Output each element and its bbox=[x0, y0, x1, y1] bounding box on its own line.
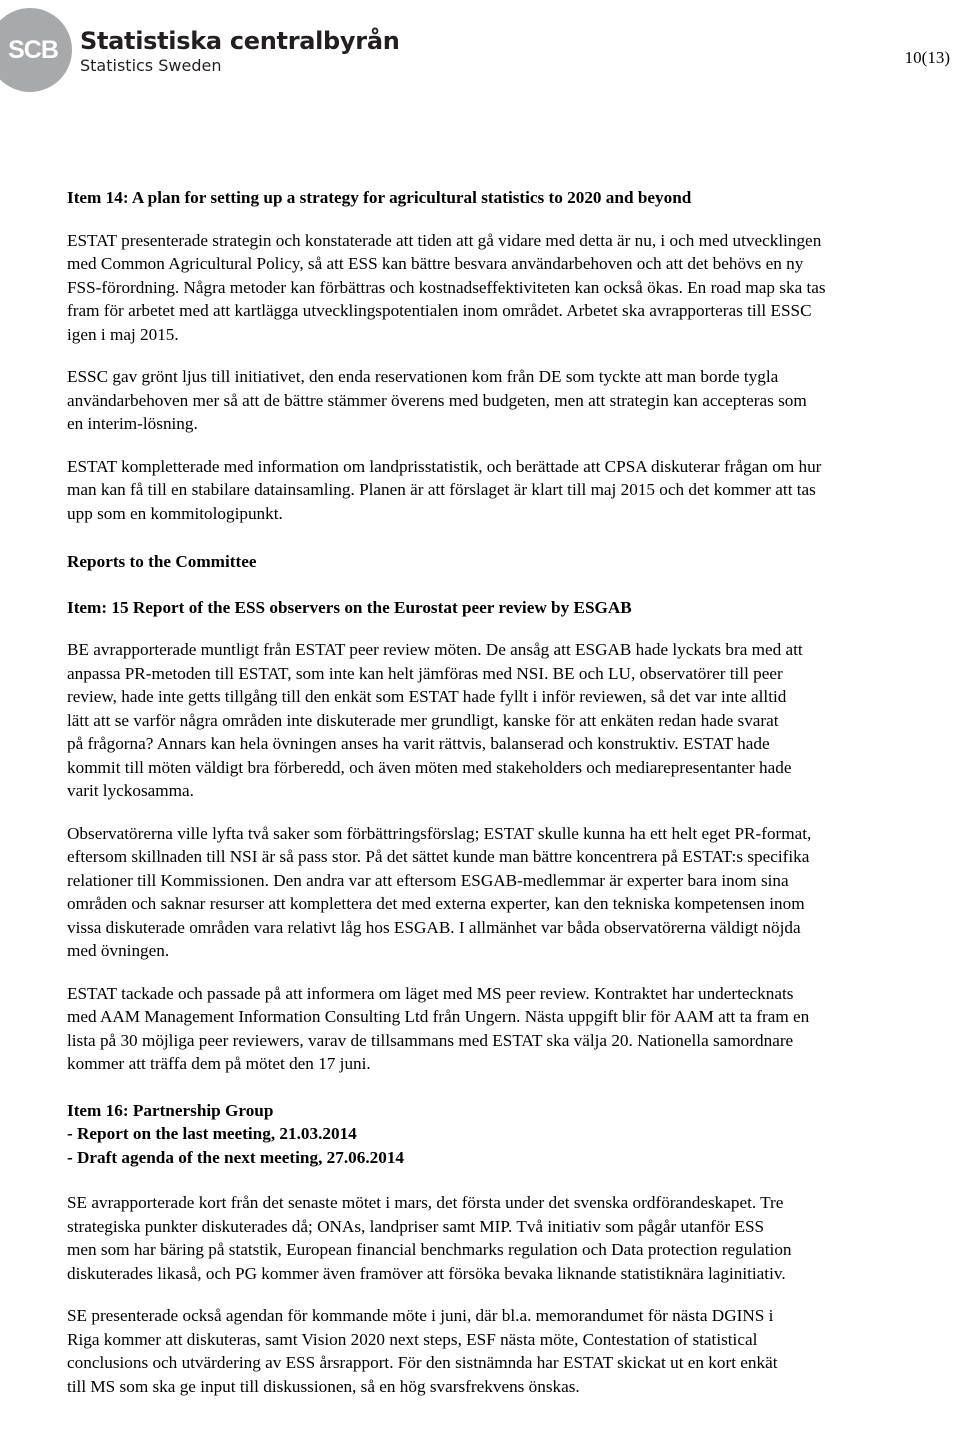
item16-paragraph-1: SE avrapporterade kort från det senaste mötet i mars, det första under det svenska ordförandeskapet. Tre strategiska punkter diskuterades då; ONAs, landpriser samt MIP. Två initiativ som pågår utanför ESS men som har bäring på statstik, European financial benchmarks regulation och Data protection regulation diskuterades likaså, och PG kommer även framöver att försöka bevaka liknande statistiknära laginitiativ. bbox=[67, 1193, 792, 1283]
reports-heading: Reports to the Committee bbox=[67, 552, 257, 571]
item16-heading-line1: Item 16: Partnership Group bbox=[67, 1100, 274, 1120]
item15-heading: Item: 15 Report of the ESS observers on the Eurostat peer review by ESGAB bbox=[67, 597, 632, 617]
item16-paragraph-2: SE presenterade också agendan för kommande möte i juni, där bl.a. memorandumet för nästa DGINS i Riga kommer att diskuteras, samt Vision 2020 next steps, ESF nästa möte, Contestation of statistical conclusions och utvärdering av ESS årsrapport. För den sistnämnda har ESTAT skickat ut en kort enkät till MS som ska ge input till diskussionen, så en hög svarsfrekvens önskas. bbox=[67, 1306, 778, 1396]
item14-paragraph-1: ESTAT presenterade strategin och konstaterade att tiden att gå vidare med detta är nu, i och med utvecklingen med Common Agricultural Policy, så att ESS kan bättre besvara användarbehoven och att det behövs en ny FSS-förordning. Några metoder kan förbättras och kostnadseffektiviteten kan också ökas. En road map ska tas fram för arbetet med att kartlägga utvecklingspotentialen inom området. Arbetet ska avrapporteras till ESSC igen i maj 2015. bbox=[67, 230, 826, 344]
org-name: Statistiska centralbyrån bbox=[80, 27, 400, 55]
item16-heading-line3: - Draft agenda of the next meeting, 27.06.2014 bbox=[67, 1147, 405, 1167]
item16-heading-line2: - Report on the last meeting, 21.03.2014 bbox=[67, 1124, 357, 1143]
item14-paragraph-3: ESTAT kompletterade med information om landprisstatistik, och berättade att CPSA diskuterar frågan om hur man kan få till en stabilare datainsamling. Planen är att förslaget är klart till maj 2015 och det kommer att tas upp som en kommitologipunkt. bbox=[67, 456, 822, 523]
item15-paragraph-2: Observatörerna ville lyfta två saker som förbättringsförslag; ESTAT skulle kunna ha ett helt eget PR-format, eftersom skillnaden till NSI är så pass stor. På det sättet kunde man bättre koncentrera på ESTAT:s specifika relationer till Kommissionen. Den andra var att eftersom ESGAB-medlemmar är experter bara inom sina områden och saknar resurser att komplettera det med externa experter, kan den tekniska kompetensen inom vissa diskuterade områden vara relativt låg hos ESGAB. I allmänhet var båda observatörerna väldigt nöjda med övningen. bbox=[67, 823, 812, 960]
item14-paragraph-2: ESSC gav grönt ljus till initiativet, den enda reservationen kom från DE som tyckte att man borde tygla användarbehoven mer så att de bättre stämmer överens med budgeten, men att strategin kan accepteras som en interim-lösning. bbox=[67, 367, 807, 433]
org-name-en: Statistics Sweden bbox=[80, 56, 222, 75]
document-body bbox=[67, 186, 960, 1398]
item15-paragraph-1: BE avrapporterade muntligt från ESTAT peer review möten. De ansåg att ESGAB hade lyckats bra med att anpassa PR-metoden till ESTAT, som inte kan helt jämföras med NSI. BE och LU, observatörer till peer review, hade inte getts tillgång till den enkät som ESTAT hade fyllt i inför reviewen, så det var inte alltid lätt att se varför några områden inte diskuterade mer grundligt, kanske för att enkäten redan hade svarat på frågorna? Annars kan hela övningen anses ha varit rättvis, balanserad och konstruktiv. ESTAT hade kommit till möten väldigt bra förberedd, och även möten med stakeholders och mediarepresentanter hade varit lyckosamma. bbox=[67, 640, 803, 800]
item14-heading: Item 14: A plan for setting up a strategy for agricultural statistics to 2020 and beyond bbox=[67, 188, 692, 207]
page-number: 10(13) bbox=[904, 48, 950, 67]
scb-logo bbox=[0, 0, 420, 110]
item15-paragraph-3: ESTAT tackade och passade på att informera om läget med MS peer review. Kontraktet har undertecknats med AAM Management Information Consulting Ltd från Ungern. Nästa uppgift blir för AAM att ta fram en lista på 30 möjliga peer reviewers, varav de tillsammans med ESTAT ska välja 20. Nationella samordnare kommer att träffa dem på mötet den 17 juni. bbox=[67, 983, 810, 1073]
scb-logo-mark: SCB bbox=[0, 8, 72, 92]
